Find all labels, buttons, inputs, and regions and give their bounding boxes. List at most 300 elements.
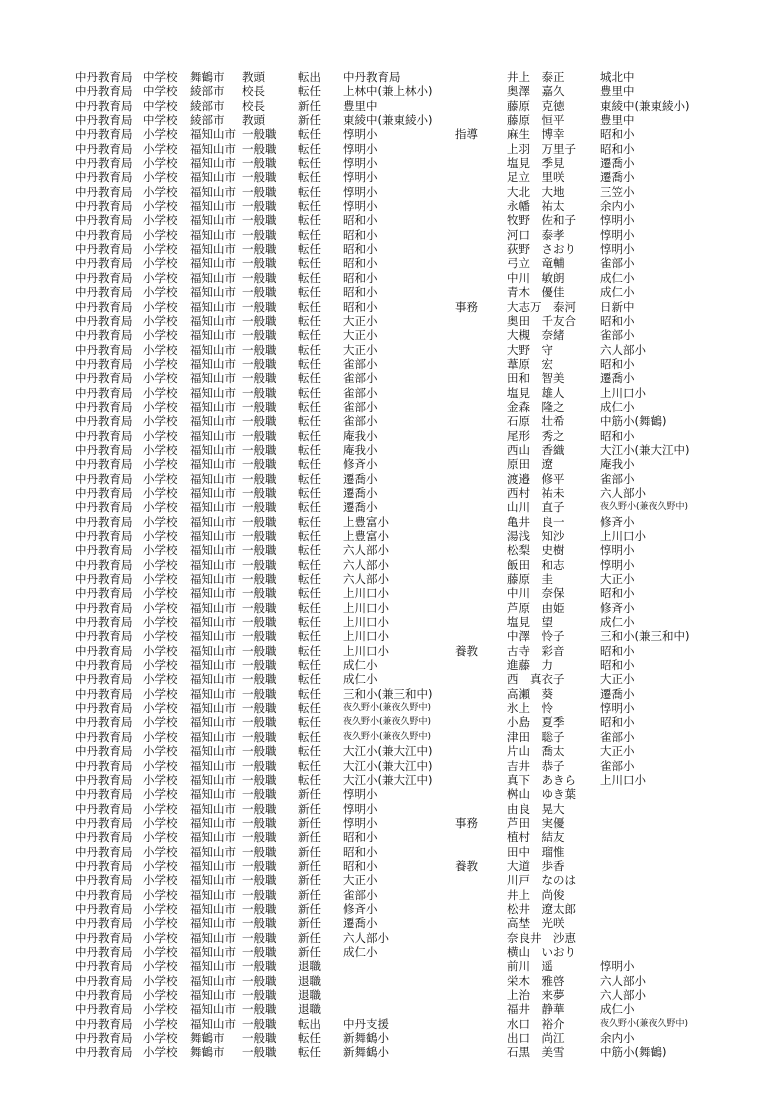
office-cell: 中丹教育局 (75, 84, 133, 99)
name-cell: 大槻 奈緒 (507, 328, 565, 343)
name-cell: 大北 大地 (507, 184, 565, 199)
school-cell: 修斉小 (343, 901, 378, 916)
job-cell: 一般職 (242, 428, 277, 443)
office-cell: 中丹教育局 (75, 371, 133, 386)
previous-school-cell: 六人部小 (600, 342, 646, 357)
school-type-cell: 小学校 (143, 385, 178, 400)
name-cell: 井上 泰正 (507, 70, 565, 84)
school-cell: 大正小 (343, 313, 378, 328)
school-cell: 遷喬小 (343, 485, 378, 500)
office-cell: 中丹教育局 (75, 485, 133, 500)
school-cell: 六人部小 (343, 557, 389, 572)
previous-school-cell: 雀部小 (600, 471, 635, 486)
job-cell: 一般職 (242, 901, 277, 916)
job-cell: 一般職 (242, 658, 277, 673)
previous-school-cell: 三和小(兼三和中) (600, 629, 690, 644)
office-cell: 中丹教育局 (75, 342, 133, 357)
previous-school-cell: 中筋小(舞鶴) (600, 414, 667, 429)
previous-school-cell: 六人部小 (600, 485, 646, 500)
status-cell: 新任 (298, 873, 321, 888)
status-cell: 転任 (298, 356, 321, 371)
city-cell: 福知山市 (190, 442, 236, 457)
previous-school-cell: 昭和小 (600, 715, 635, 730)
name-cell: 荻野 さおり (507, 242, 576, 257)
name-cell: 芦田 実優 (507, 815, 565, 830)
job-cell: 一般職 (242, 858, 277, 873)
city-cell: 福知山市 (190, 787, 236, 802)
office-cell: 中丹教育局 (75, 658, 133, 673)
school-cell: 昭和小 (343, 270, 378, 285)
previous-school-cell: 昭和小 (600, 141, 635, 156)
status-cell: 転任 (298, 758, 321, 773)
name-cell: 山川 直子 (507, 500, 565, 515)
school-cell: 成仁小 (343, 944, 378, 959)
status-cell: 転任 (298, 399, 321, 414)
city-cell: 福知山市 (190, 414, 236, 429)
previous-school-cell: 昭和小 (600, 586, 635, 601)
job-cell: 一般職 (242, 514, 277, 529)
job-cell: 校長 (242, 84, 265, 99)
status-cell: 新任 (298, 801, 321, 816)
name-cell: 大道 歩香 (507, 858, 565, 873)
job-cell: 一般職 (242, 686, 277, 701)
city-cell: 福知山市 (190, 199, 236, 214)
school-type-cell: 小学校 (143, 414, 178, 429)
school-type-cell: 小学校 (143, 772, 178, 787)
previous-school-cell: 城北中 (600, 70, 635, 84)
job-cell: 一般職 (242, 242, 277, 257)
school-type-cell: 中学校 (143, 84, 178, 99)
city-cell: 福知山市 (190, 270, 236, 285)
job-cell: 一般職 (242, 399, 277, 414)
school-type-cell: 小学校 (143, 988, 178, 1002)
school-cell: 昭和小 (343, 213, 378, 228)
name-cell: 高埜 光咲 (507, 916, 565, 931)
name-cell: 河口 泰孝 (507, 227, 565, 242)
school-cell: 修斉小 (343, 457, 378, 472)
school-cell: 成仁小 (343, 658, 378, 673)
office-cell: 中丹教育局 (75, 457, 133, 472)
name-cell: 上治 来夢 (507, 988, 565, 1002)
status-cell: 転任 (298, 457, 321, 472)
job-cell: 一般職 (242, 916, 277, 931)
school-cell: 上川口小 (343, 586, 389, 601)
job-cell: 教頭 (242, 70, 265, 84)
school-cell: 成仁小 (343, 672, 378, 687)
status-cell: 転任 (298, 299, 321, 314)
school-type-cell: 小学校 (143, 256, 178, 271)
school-type-cell: 小学校 (143, 127, 178, 142)
name-cell: 出口 尚江 (507, 1031, 565, 1046)
name-cell: 小島 夏季 (507, 715, 565, 730)
status-cell: 転任 (298, 600, 321, 615)
name-cell: 栄木 雅啓 (507, 973, 565, 988)
status-cell: 新任 (298, 113, 321, 128)
school-type-cell: 小学校 (143, 1002, 178, 1017)
previous-school-cell: 余内小 (600, 199, 635, 214)
status-cell: 転任 (298, 729, 321, 744)
job-cell: 一般職 (242, 184, 277, 199)
office-cell: 中丹教育局 (75, 256, 133, 271)
school-type-cell: 小学校 (143, 213, 178, 228)
school-type-cell: 小学校 (143, 184, 178, 199)
city-cell: 福知山市 (190, 184, 236, 199)
name-cell: 氷上 怜 (507, 701, 553, 716)
previous-school-cell: 惇明小 (600, 701, 635, 716)
status-cell: 転任 (298, 442, 321, 457)
previous-school-cell: 遷喬小 (600, 170, 635, 185)
school-type-cell: 小学校 (143, 830, 178, 845)
school-type-cell: 小学校 (143, 916, 178, 931)
school-cell: 中丹教育局 (343, 70, 401, 84)
city-cell: 福知山市 (190, 973, 236, 988)
name-cell: 尾形 秀之 (507, 428, 565, 443)
school-type-cell: 小学校 (143, 1031, 178, 1046)
previous-school-cell: 修斉小 (600, 600, 635, 615)
status-cell: 新任 (298, 844, 321, 859)
status-cell: 新任 (298, 787, 321, 802)
city-cell: 福知山市 (190, 944, 236, 959)
school-type-cell: 小学校 (143, 615, 178, 630)
office-cell: 中丹教育局 (75, 873, 133, 888)
job-cell: 一般職 (242, 485, 277, 500)
name-cell: 湯浅 知沙 (507, 529, 565, 543)
previous-school-cell: 東綾中(兼東綾小) (600, 98, 690, 113)
name-cell: 藤原 圭 (507, 572, 553, 587)
office-cell: 中丹教育局 (75, 701, 133, 716)
city-cell: 福知山市 (190, 686, 236, 701)
office-cell: 中丹教育局 (75, 98, 133, 113)
status-cell: 転任 (298, 385, 321, 400)
job-cell: 一般職 (242, 543, 277, 558)
status-cell: 転任 (298, 199, 321, 214)
city-cell: 福知山市 (190, 658, 236, 673)
name-cell: 前川 遥 (507, 959, 553, 974)
city-cell: 福知山市 (190, 772, 236, 787)
previous-school-cell: 成仁小 (600, 1002, 635, 1017)
previous-school-cell: 日新中 (600, 299, 635, 314)
name-cell: 植村 結友 (507, 830, 565, 845)
city-cell: 福知山市 (190, 256, 236, 271)
city-cell: 福知山市 (190, 901, 236, 916)
office-cell: 中丹教育局 (75, 844, 133, 859)
office-cell: 中丹教育局 (75, 586, 133, 601)
job-cell: 一般職 (242, 1031, 277, 1046)
job-cell: 一般職 (242, 672, 277, 687)
previous-school-cell: 成仁小 (600, 270, 635, 285)
school-type-cell: 小学校 (143, 715, 178, 730)
previous-school-cell: 三笠小 (600, 184, 635, 199)
previous-school-cell: 夜久野小(兼夜久野中) (600, 502, 689, 513)
name-cell: 西山 香織 (507, 442, 565, 457)
job-cell: 一般職 (242, 887, 277, 902)
previous-school-cell: 昭和小 (600, 127, 635, 142)
school-cell: 惇明小 (343, 199, 378, 214)
status-cell: 転任 (298, 342, 321, 357)
office-cell: 中丹教育局 (75, 572, 133, 587)
office-cell: 中丹教育局 (75, 600, 133, 615)
status-cell: 退職 (298, 973, 321, 988)
job-cell: 一般職 (242, 600, 277, 615)
status-cell: 新任 (298, 944, 321, 959)
office-cell: 中丹教育局 (75, 141, 133, 156)
school-type-cell: 小学校 (143, 600, 178, 615)
role-cell: 事務 (455, 815, 478, 830)
city-cell: 福知山市 (190, 371, 236, 386)
city-cell: 福知山市 (190, 729, 236, 744)
school-cell: 惇明小 (343, 815, 378, 830)
city-cell: 福知山市 (190, 213, 236, 228)
school-cell: 大江小(兼大江中) (343, 744, 433, 759)
city-cell: 福知山市 (190, 342, 236, 357)
city-cell: 福知山市 (190, 701, 236, 716)
job-cell: 一般職 (242, 944, 277, 959)
job-cell: 一般職 (242, 529, 277, 543)
previous-school-cell: 遷喬小 (600, 156, 635, 171)
school-type-cell: 小学校 (143, 643, 178, 658)
school-type-cell: 小学校 (143, 199, 178, 214)
city-cell: 福知山市 (190, 127, 236, 142)
name-cell: 芦原 由姫 (507, 600, 565, 615)
status-cell: 転任 (298, 371, 321, 386)
previous-school-cell: 惇明小 (600, 557, 635, 572)
previous-school-cell: 大正小 (600, 672, 635, 687)
name-cell: 亀井 良一 (507, 514, 565, 529)
job-cell: 一般職 (242, 973, 277, 988)
office-cell: 中丹教育局 (75, 744, 133, 759)
job-cell: 一般職 (242, 787, 277, 802)
school-cell: 惇明小 (343, 127, 378, 142)
office-cell: 中丹教育局 (75, 715, 133, 730)
school-cell: 大正小 (343, 873, 378, 888)
name-cell: 石原 壮希 (507, 414, 565, 429)
name-cell: 上羽 万里子 (507, 141, 576, 156)
status-cell: 転任 (298, 270, 321, 285)
school-cell: 豊里中 (343, 98, 378, 113)
job-cell: 一般職 (242, 930, 277, 945)
office-cell: 中丹教育局 (75, 901, 133, 916)
job-cell: 一般職 (242, 285, 277, 300)
school-type-cell: 小学校 (143, 930, 178, 945)
school-type-cell: 小学校 (143, 514, 178, 529)
status-cell: 転任 (298, 285, 321, 300)
name-cell: 永幡 祐太 (507, 199, 565, 214)
previous-school-cell: 成仁小 (600, 285, 635, 300)
status-cell: 退職 (298, 988, 321, 1002)
office-cell: 中丹教育局 (75, 686, 133, 701)
city-cell: 福知山市 (190, 399, 236, 414)
job-cell: 一般職 (242, 744, 277, 759)
status-cell: 転任 (298, 629, 321, 644)
city-cell: 福知山市 (190, 500, 236, 515)
job-cell: 一般職 (242, 629, 277, 644)
city-cell: 福知山市 (190, 930, 236, 945)
school-cell: 六人部小 (343, 930, 389, 945)
name-cell: 藤原 恒平 (507, 113, 565, 128)
previous-school-cell: 六人部小 (600, 973, 646, 988)
name-cell: 福井 静華 (507, 1002, 565, 1017)
school-cell: 大江小(兼大江中) (343, 758, 433, 773)
city-cell: 福知山市 (190, 858, 236, 873)
city-cell: 福知山市 (190, 643, 236, 658)
status-cell: 転任 (298, 772, 321, 787)
name-cell: 松井 遼太郎 (507, 901, 576, 916)
school-type-cell: 小学校 (143, 356, 178, 371)
city-cell: 舞鶴市 (190, 1045, 225, 1060)
city-cell: 綾部市 (190, 84, 225, 99)
job-cell: 一般職 (242, 127, 277, 142)
city-cell: 福知山市 (190, 1002, 236, 1017)
school-type-cell: 小学校 (143, 141, 178, 156)
name-cell: 桝山 ゆき葉 (507, 787, 576, 802)
job-cell: 一般職 (242, 328, 277, 343)
job-cell: 一般職 (242, 988, 277, 1002)
previous-school-cell: 庵我小 (600, 457, 635, 472)
status-cell: 新任 (298, 858, 321, 873)
status-cell: 転任 (298, 557, 321, 572)
school-type-cell: 小学校 (143, 371, 178, 386)
office-cell: 中丹教育局 (75, 113, 133, 128)
status-cell: 転任 (298, 313, 321, 328)
office-cell: 中丹教育局 (75, 543, 133, 558)
job-cell: 一般職 (242, 256, 277, 271)
school-type-cell: 小学校 (143, 586, 178, 601)
office-cell: 中丹教育局 (75, 973, 133, 988)
city-cell: 福知山市 (190, 141, 236, 156)
school-cell: 昭和小 (343, 830, 378, 845)
office-cell: 中丹教育局 (75, 944, 133, 959)
job-cell: 一般職 (242, 313, 277, 328)
job-cell: 一般職 (242, 572, 277, 587)
status-cell: 転任 (298, 227, 321, 242)
school-type-cell: 小学校 (143, 328, 178, 343)
school-cell: 新舞鶴小 (343, 1045, 389, 1060)
name-cell: 原田 遼 (507, 457, 553, 472)
city-cell: 福知山市 (190, 299, 236, 314)
name-cell: 飯田 和志 (507, 557, 565, 572)
school-cell: 惇明小 (343, 156, 378, 171)
status-cell: 転任 (298, 256, 321, 271)
office-cell: 中丹教育局 (75, 213, 133, 228)
school-type-cell: 小学校 (143, 1045, 178, 1060)
status-cell: 転任 (298, 1045, 321, 1060)
city-cell: 福知山市 (190, 471, 236, 486)
role-cell: 事務 (455, 299, 478, 314)
name-cell: 青木 優佳 (507, 285, 565, 300)
office-cell: 中丹教育局 (75, 1045, 133, 1060)
office-cell: 中丹教育局 (75, 1002, 133, 1017)
school-type-cell: 小学校 (143, 801, 178, 816)
previous-school-cell: 雀部小 (600, 729, 635, 744)
previous-school-cell: 上川口小 (600, 772, 646, 787)
office-cell: 中丹教育局 (75, 184, 133, 199)
status-cell: 転任 (298, 543, 321, 558)
previous-school-cell: 昭和小 (600, 658, 635, 673)
city-cell: 福知山市 (190, 572, 236, 587)
previous-school-cell: 雀部小 (600, 758, 635, 773)
status-cell: 転任 (298, 701, 321, 716)
school-type-cell: 小学校 (143, 858, 178, 873)
status-cell: 新任 (298, 830, 321, 845)
school-cell: 上豊富小 (343, 529, 389, 543)
previous-school-cell: 夜久野小(兼夜久野中) (600, 1018, 689, 1029)
status-cell: 転任 (298, 156, 321, 171)
office-cell: 中丹教育局 (75, 471, 133, 486)
city-cell: 福知山市 (190, 485, 236, 500)
status-cell: 転任 (298, 715, 321, 730)
city-cell: 福知山市 (190, 873, 236, 888)
office-cell: 中丹教育局 (75, 529, 133, 543)
job-cell: 一般職 (242, 715, 277, 730)
school-cell: 上川口小 (343, 615, 389, 630)
previous-school-cell: 昭和小 (600, 428, 635, 443)
office-cell: 中丹教育局 (75, 672, 133, 687)
school-cell: 惇明小 (343, 184, 378, 199)
office-cell: 中丹教育局 (75, 385, 133, 400)
school-cell: 夜久野小(兼夜久野中) (343, 703, 432, 714)
city-cell: 福知山市 (190, 285, 236, 300)
job-cell: 一般職 (242, 586, 277, 601)
name-cell: 田中 瑠惟 (507, 844, 565, 859)
school-cell: 遷喬小 (343, 916, 378, 931)
school-type-cell: 小学校 (143, 744, 178, 759)
job-cell: 一般職 (242, 1002, 277, 1017)
school-cell: 惇明小 (343, 787, 378, 802)
city-cell: 福知山市 (190, 356, 236, 371)
school-type-cell: 小学校 (143, 285, 178, 300)
status-cell: 転任 (298, 744, 321, 759)
school-type-cell: 小学校 (143, 701, 178, 716)
previous-school-cell: 余内小 (600, 1031, 635, 1046)
status-cell: 転任 (298, 672, 321, 687)
school-cell: 上川口小 (343, 643, 389, 658)
school-type-cell: 小学校 (143, 270, 178, 285)
name-cell: 中川 奈保 (507, 586, 565, 601)
job-cell: 一般職 (242, 643, 277, 658)
school-type-cell: 中学校 (143, 113, 178, 128)
name-cell: 渡邉 修平 (507, 471, 565, 486)
previous-school-cell: 昭和小 (600, 313, 635, 328)
status-cell: 転任 (298, 428, 321, 443)
school-cell: 惇明小 (343, 801, 378, 816)
school-type-cell: 小学校 (143, 629, 178, 644)
office-cell: 中丹教育局 (75, 227, 133, 242)
name-cell: 奈良井 沙恵 (507, 930, 576, 945)
job-cell: 一般職 (242, 815, 277, 830)
city-cell: 福知山市 (190, 557, 236, 572)
status-cell: 退職 (298, 1002, 321, 1017)
name-cell: 石黒 美雪 (507, 1045, 565, 1060)
name-cell: 松梨 史樹 (507, 543, 565, 558)
previous-school-cell: 惇明小 (600, 227, 635, 242)
job-cell: 一般職 (242, 299, 277, 314)
school-type-cell: 中学校 (143, 70, 178, 84)
name-cell: 奥澤 嘉久 (507, 84, 565, 99)
city-cell: 綾部市 (190, 113, 225, 128)
office-cell: 中丹教育局 (75, 414, 133, 429)
status-cell: 転任 (298, 586, 321, 601)
school-cell: 中丹支援 (343, 1016, 389, 1031)
name-cell: 片山 喬太 (507, 744, 565, 759)
city-cell: 福知山市 (190, 830, 236, 845)
school-cell: 雀部小 (343, 414, 378, 429)
office-cell: 中丹教育局 (75, 758, 133, 773)
name-cell: 足立 里咲 (507, 170, 565, 185)
school-type-cell: 小学校 (143, 299, 178, 314)
school-cell: 上川口小 (343, 629, 389, 644)
name-cell: 井上 尚俊 (507, 887, 565, 902)
school-cell: 三和小(兼三和中) (343, 686, 433, 701)
